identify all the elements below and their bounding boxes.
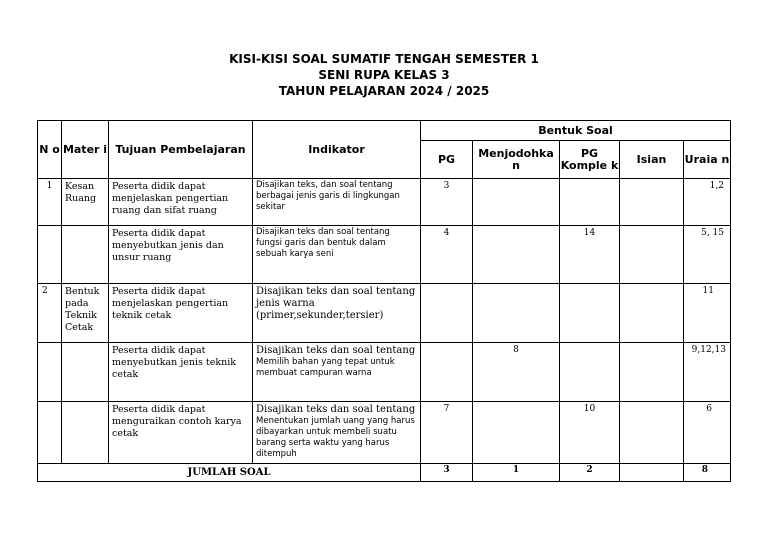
row-uraian: 6 (684, 402, 731, 464)
row-menjodohkan (473, 226, 560, 284)
row-isian (620, 343, 684, 402)
total-pg: 3 (421, 464, 473, 482)
row-pg (421, 343, 473, 402)
doc-title-line1: KISI-KISI SOAL SUMATIF TENGAH SEMESTER 1 (229, 52, 539, 66)
row-tujuan: Peserta didik dapat menyebutkan jenis dan unsur ruang (109, 226, 253, 284)
row-tujuan: Peserta didik dapat menjelaskan pengertian teknik cetak (109, 284, 253, 343)
row-indikator: Disajikan teks dan soal tentang jenis warna (primer,sekunder,tersier) (253, 284, 421, 343)
table-row (38, 179, 731, 226)
row-materi: Kesan Ruang (62, 179, 109, 226)
row-no: 1 (38, 179, 62, 226)
row-pg: 3 (421, 179, 473, 226)
doc-title-line3: TAHUN PELAJARAN 2024 / 2025 (278, 84, 490, 98)
row-materi (62, 402, 109, 464)
row-indikator (253, 343, 421, 402)
header-bentuk-soal: Bentuk Soal (421, 121, 731, 141)
row-materi (62, 343, 109, 402)
row-isian (620, 284, 684, 343)
total-label: JUMLAH SOAL (38, 464, 421, 482)
row-tujuan: Peserta didik dapat menguraikan contoh karya cetak (109, 402, 253, 464)
row-indikator: Disajikan teks dan soal tentang fungsi garis dan bentuk dalam sebuah karya seni (253, 226, 421, 284)
table-row (38, 226, 731, 284)
row-pg-kompleks: 10 (560, 402, 620, 464)
row-pg-kompleks (560, 284, 620, 343)
indikator-sub-text: Menentukan jumlah uang yang harus dibayarkan untuk membeli suatu barang serta waktu yang harus ditempuh (256, 416, 415, 459)
indikator-main-text: Disajikan teks dan soal tentang (256, 404, 416, 415)
row-menjodohkan (473, 402, 560, 464)
row-tujuan: Peserta didik dapat menjelaskan pengertian ruang dan sifat ruang (109, 179, 253, 226)
row-indikator: Disajikan teks, dan soal tentang berbagai jenis garis di lingkungan sekitar (253, 179, 421, 226)
row-no (38, 226, 62, 284)
row-menjodohkan (473, 179, 560, 226)
header-pg: PG (421, 141, 473, 179)
row-no (38, 402, 62, 464)
header-indikator: Indikator (253, 121, 421, 179)
row-uraian: 9,12,13 (684, 343, 731, 402)
row-uraian: 11 (684, 284, 731, 343)
indikator-main-text: Disajikan teks dan soal tentang (256, 345, 416, 356)
kisi-kisi-table (37, 120, 731, 482)
row-pg: 4 (421, 226, 473, 284)
total-uraian: 8 (684, 464, 731, 482)
row-isian (620, 179, 684, 226)
row-uraian: 1,2 (684, 179, 731, 226)
row-materi: Bentuk pada Teknik Cetak (62, 284, 109, 343)
table-row (38, 284, 731, 343)
header-materi: Mater i (62, 121, 109, 179)
row-pg-kompleks (560, 179, 620, 226)
row-isian (620, 226, 684, 284)
header-menjodohkan: Menjodohka n (473, 141, 560, 179)
row-menjodohkan: 8 (473, 343, 560, 402)
total-row (38, 464, 731, 482)
row-materi (62, 226, 109, 284)
row-pg-kompleks: 14 (560, 226, 620, 284)
table-row (38, 402, 731, 464)
row-isian (620, 402, 684, 464)
row-no (38, 343, 62, 402)
table-row (38, 343, 731, 402)
total-menjodohkan: 1 (473, 464, 560, 482)
row-uraian: 5, 15 (684, 226, 731, 284)
header-isian: Isian (620, 141, 684, 179)
header-no: N o (38, 121, 62, 179)
total-isian (620, 464, 684, 482)
row-tujuan: Peserta didik dapat menyebutkan jenis teknik cetak (109, 343, 253, 402)
row-no: 2 (38, 284, 62, 343)
header-pg-kompleks: PG Komple k (560, 141, 620, 179)
header-tujuan: Tujuan Pembelajaran (109, 121, 253, 179)
row-indikator (253, 402, 421, 464)
row-pg: 7 (421, 402, 473, 464)
total-pg-kompleks: 2 (560, 464, 620, 482)
indikator-sub-text: Memilih bahan yang tepat untuk membuat campuran warna (256, 357, 395, 378)
row-menjodohkan (473, 284, 560, 343)
row-pg (421, 284, 473, 343)
header-uraian: Uraia n (684, 141, 731, 179)
doc-title-line2: SENI RUPA KELAS 3 (318, 68, 450, 82)
header-row-1 (38, 121, 731, 141)
row-pg-kompleks (560, 343, 620, 402)
